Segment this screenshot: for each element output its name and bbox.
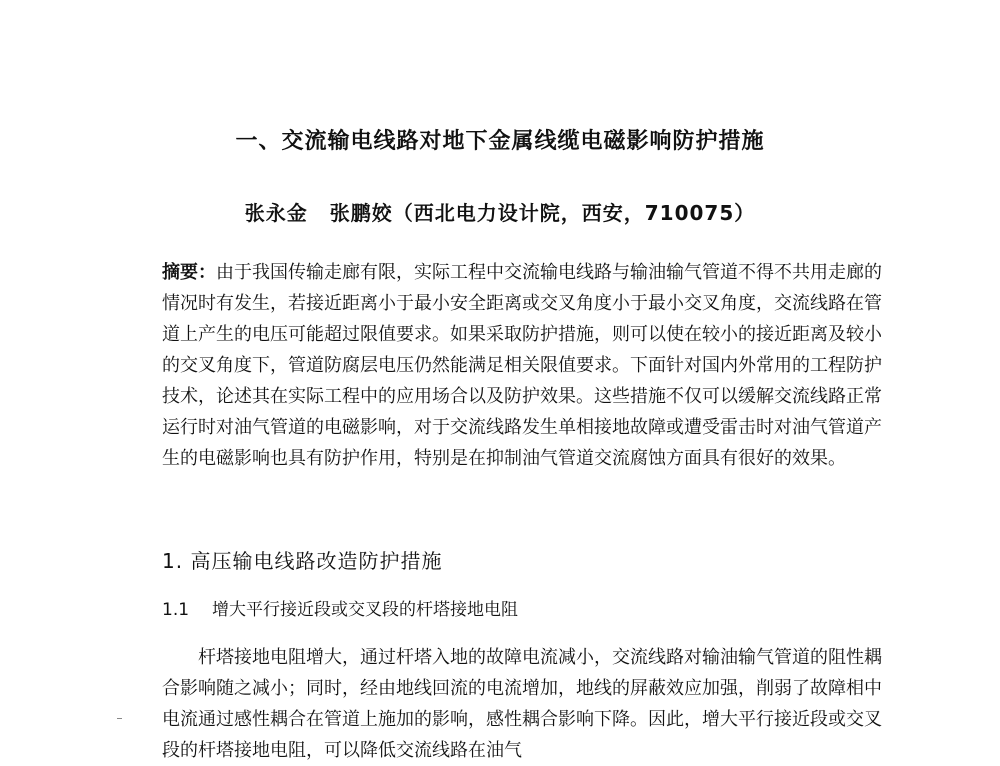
author-line [0,198,1000,228]
author-1: 张永金 [244,201,308,225]
abstract-text: 由于我国传输走廊有限，实际工程中交流输电线路与输油输气管道不得不共用走廊的情况时有发生，若接近距离小于最小安全距离或交叉角度小于最小交叉角度，交流线路在管道上产生的电压可能超过限值要求。如果采取防护措施，则可以使在较小的接近距离及较小的交叉角度下，管道防腐层电压仍然能满足相关限值要求。下面针对国内外常用的工程防护技术，论述其在实际工程中的应用场合以及防护效果。这些措施不仅可以缓解交流线路正常运行时对油气管道的电磁影响，对于交流线路发生单相接地故障或遭受雷击时对油气管道产生的电磁影响也具有防护作用，特别是在抑制油气管道交流腐蚀方面具有很好的效果。 [162,262,882,469]
author-2-affiliation: 张鹏姣（西北电力设计院，西安，710075） [329,201,756,225]
subsection-heading [162,597,518,623]
body-paragraph: 杆塔接地电阻增大，通过杆塔入地的故障电流减小，交流线路对输油输气管道的阻性耦合影响随之减小；同时，经由地线回流的电流增加，地线的屏蔽效应加强，削弱了故障相中电流通过感性耦合在管道上施加的影响，感性耦合影响下降。因此，增大平行接近段或交叉段的杆塔接地电阻，可以降低交流线路在油气 [162,647,882,761]
abstract [162,257,882,474]
abstract-label: 摘要： [162,262,216,283]
section-heading: 1. 高压输电线路改造防护措施 [162,549,443,573]
scan-artifact [117,718,122,719]
subsection-title: 增大平行接近段或交叉段的杆塔接地电阻 [212,600,518,620]
subsection-number: 1.1 [162,600,190,620]
paper-title: 一、交流输电线路对地下金属线缆电磁影响防护措施 [235,129,765,154]
